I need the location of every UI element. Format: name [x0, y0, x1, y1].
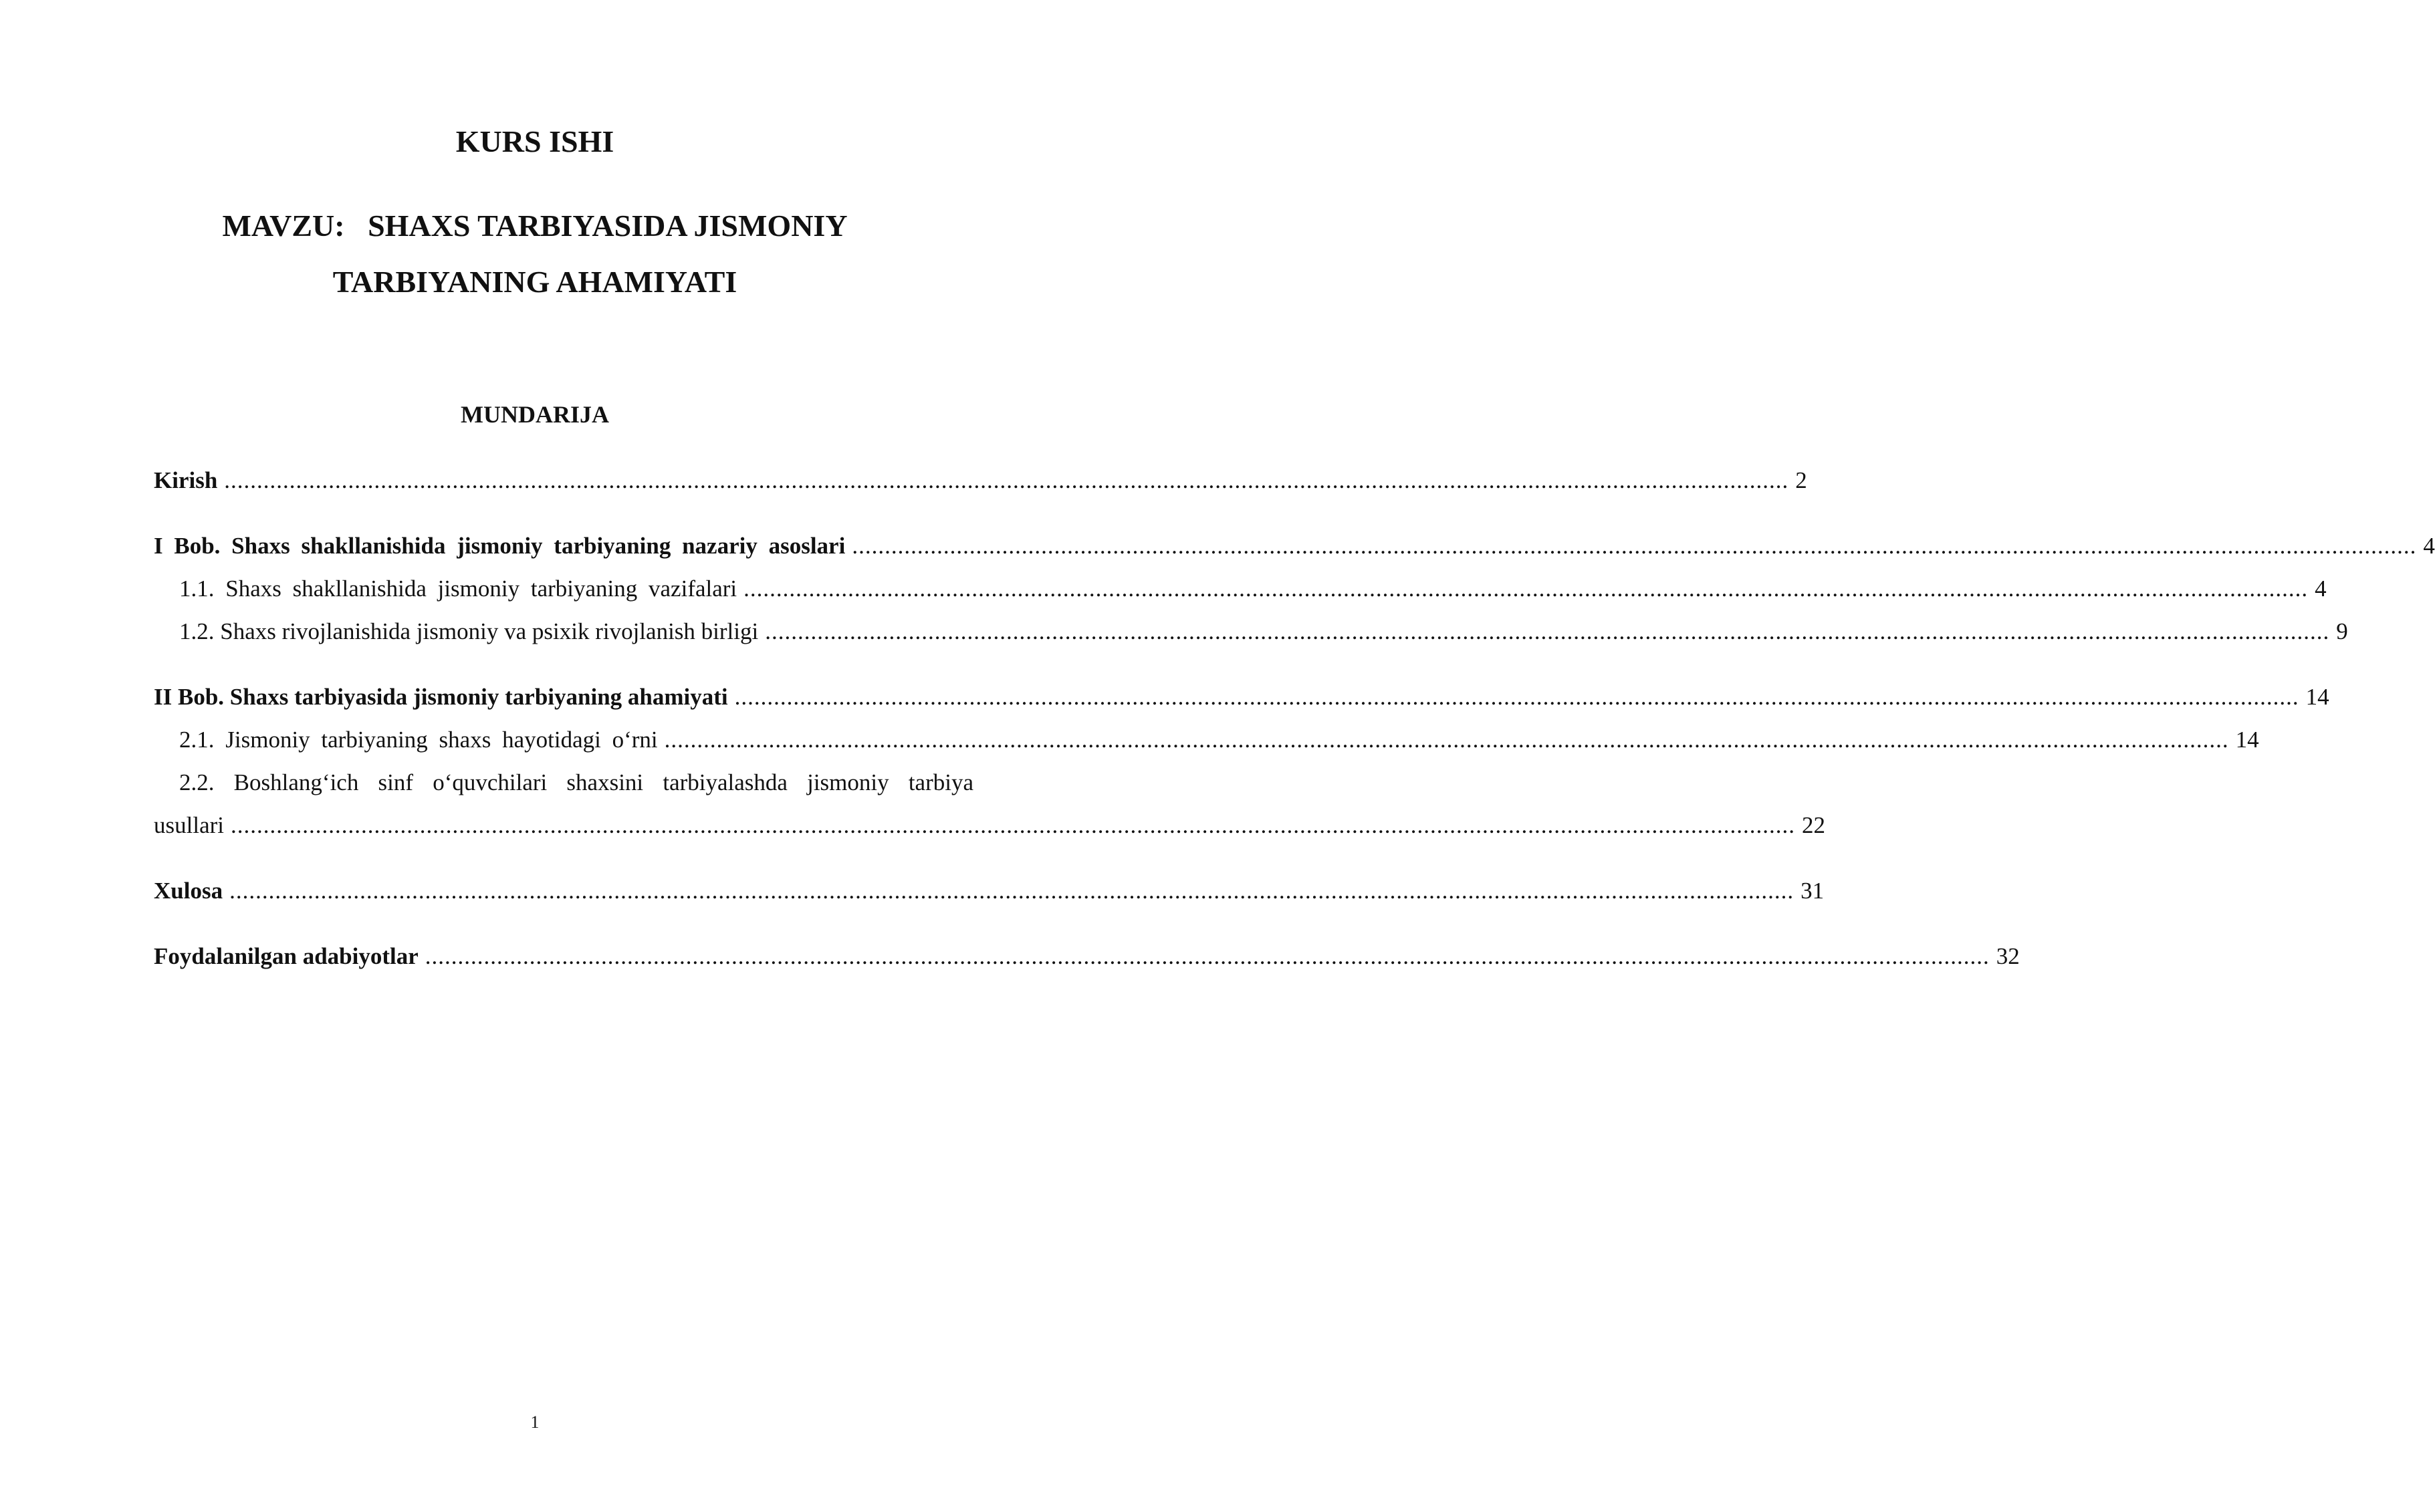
toc-entry-page: 14 — [2305, 684, 2329, 710]
toc-leader-dots: ................................................................................................................................................................................................................................................ — [734, 684, 2299, 710]
toc-entry-chapter-1 — [154, 531, 2435, 561]
document-title: KURS ISHI — [455, 124, 614, 158]
toc-entry-chapter-2 — [154, 682, 2329, 713]
topic-line-1: MAVZU: SHAXS TARBIYASIDA JISMONIY — [222, 209, 848, 243]
toc-leader-dots: ................................................................................................................................................................................................................................................ — [230, 812, 1795, 838]
toc-entry-section-1-1 — [179, 574, 2327, 604]
toc-entry-label: 2.1. Jismoniy tarbiyaning shaxs hayotidagi o‘rni — [179, 727, 658, 753]
toc-entry-section-2-2-line-2 — [154, 810, 1825, 841]
toc-entry-page: 9 — [2336, 618, 2348, 644]
document-topic — [0, 198, 1070, 310]
toc-entry-label: Kirish — [154, 467, 218, 493]
toc-entry-section-2-2-line-1: 2.2. Boshlang‘ich sinf o‘quvchilari shaxsini tarbiyalashda jismoniy tarbiya — [179, 769, 973, 795]
toc-entry-section-1-2 — [179, 616, 2348, 647]
toc-entry-label: usullari — [154, 812, 224, 838]
toc-leader-dots: ................................................................................................................................................................................................................................................ — [852, 533, 2417, 559]
toc-leader-dots: ................................................................................................................................................................................................................................................ — [425, 943, 1990, 969]
toc-leader-dots: ................................................................................................................................................................................................................................................ — [765, 618, 2330, 644]
toc-entry-page: 31 — [1801, 878, 1825, 904]
toc-leader-dots: ................................................................................................................................................................................................................................................ — [664, 727, 2229, 753]
topic-line-2: TARBIYANING AHAMIYATI — [332, 265, 737, 299]
page-number: 1 — [530, 1412, 540, 1432]
toc-entry-intro — [154, 465, 1807, 496]
toc-leader-dots: ................................................................................................................................................................................................................................................ — [229, 878, 1794, 904]
toc-entry-label: II Bob. Shaxs tarbiyasida jismoniy tarbiyaning ahamiyati — [154, 684, 728, 710]
toc-leader-dots: ................................................................................................................................................................................................................................................ — [224, 467, 1789, 493]
toc-entry-label: 1.2. Shaxs rivojlanishida jismoniy va psixik rivojlanish birligi — [179, 618, 759, 644]
toc-entry-references — [154, 941, 2020, 972]
toc-entry-label: Foydalanilgan adabiyotlar — [154, 943, 419, 969]
toc-entry-page: 4 — [2423, 533, 2435, 559]
toc-leader-dots: ................................................................................................................................................................................................................................................ — [743, 576, 2309, 602]
toc-entry-label: 1.1. Shaxs shakllanishida jismoniy tarbiyaning vazifalari — [179, 576, 737, 602]
toc-entry-section-2-1 — [179, 725, 2259, 755]
toc-entry-label: I Bob. Shaxs shakllanishida jismoniy tarbiyaning nazariy asoslari — [154, 533, 846, 559]
toc-heading: MUNDARIJA — [461, 401, 609, 428]
toc-entry-page: 4 — [2315, 576, 2327, 602]
toc-entry-page: 32 — [1996, 943, 2020, 969]
toc-entry-page: 14 — [2235, 727, 2259, 753]
toc-entry-conclusion — [154, 876, 1825, 906]
toc-entry-page: 2 — [1795, 467, 1807, 493]
toc-entry-label: Xulosa — [154, 878, 223, 904]
toc-entry-page: 22 — [1801, 812, 1825, 838]
